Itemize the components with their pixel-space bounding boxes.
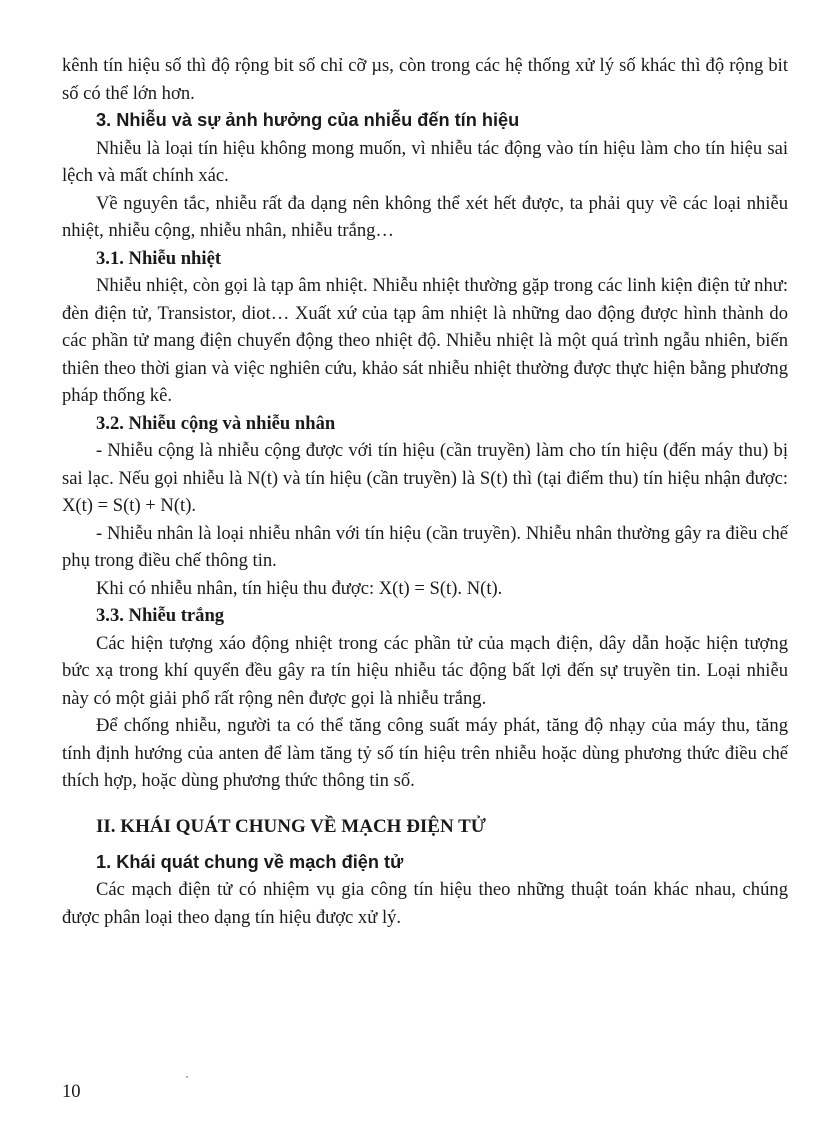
section-spacer bbox=[62, 841, 788, 849]
heading-section-ii: II. KHÁI QUÁT CHUNG VỀ MẠCH ĐIỆN TỬ bbox=[96, 815, 486, 837]
paragraph-white-noise: Các hiện tượng xáo động nhiệt trong các phần tử của mạch điện, dây dẫn hoặc hiện tượng bức xạ trong khí quyển đều gây ra tín hiệu nhiễu tác động bất lợi đến sự truyền tin. Loại nhiễu này có một giải phổ rất rộng nên được gọi là nhiễu trắng. bbox=[62, 632, 788, 709]
heading-additive-multiplicative-noise: 3.2. Nhiễu cộng và nhiễu nhân bbox=[96, 412, 336, 434]
paragraph-additive-noise: - Nhiễu cộng là nhiễu cộng được với tín hiệu (cần truyền) làm cho tín hiệu (đến máy thu) bị sai lạc. Nếu gọi nhiễu là N(t) và tín hiệu (cần truyền) là S(t) thì (tại điểm thu) tín hiệu nhận được: X(t) = S(t) + N(t). bbox=[62, 440, 788, 516]
paragraph-countermeasures: Để chống nhiễu, người ta có thể tăng công suất máy phát, tăng độ nhạy của máy thu, tăng tính định hướng của anten để làm tăng tỷ số tín hiệu trên nhiễu hoặc dùng phương thức điều chế thích hợp, hoặc dùng phương thức thông tin số. bbox=[62, 715, 788, 791]
page-number: 10 bbox=[62, 1081, 81, 1102]
heading-thermal-noise: 3.1. Nhiễu nhiệt bbox=[96, 247, 222, 269]
paragraph-intro-continuation: kênh tín hiệu số thì độ rộng bit số chỉ cỡ µs, còn trong các hệ thống xử lý số khác thì độ rộng bit số có thể lớn hơn. bbox=[62, 55, 788, 104]
paragraph-multiplicative-formula: Khi có nhiễu nhân, tín hiệu thu được: X(t) = S(t). N(t). bbox=[96, 577, 503, 599]
paragraph-multiplicative-noise: - Nhiễu nhân là loại nhiễu nhân với tín hiệu (cần truyền). Nhiễu nhân thường gây ra điều chế phụ trong điều chế thông tin. bbox=[62, 522, 788, 571]
section-spacer bbox=[62, 795, 788, 813]
paragraph-noise-definition: Nhiễu là loại tín hiệu không mong muốn, vì nhiễu tác động vào tín hiệu làm cho tín hiệu sai lệch và mất chính xác. bbox=[62, 137, 788, 186]
paragraph-noise-types: Về nguyên tắc, nhiễu rất đa dạng nên không thể xét hết được, ta phải quy về các loại nhiễu nhiệt, nhiễu cộng, nhiễu nhân, nhiễu trắng… bbox=[62, 192, 788, 241]
paragraph-electronic-circuits: Các mạch điện tử có nhiệm vụ gia công tín hiệu theo những thuật toán khác nhau, chúng được phân loại theo dạng tín hiệu được xử lý. bbox=[62, 879, 788, 928]
heading-noise-section: 3. Nhiễu và sự ảnh hưởng của nhiễu đến tín hiệu bbox=[96, 110, 520, 130]
heading-white-noise: 3.3. Nhiễu trắng bbox=[96, 605, 225, 626]
heading-electronic-circuits-overview: 1. Khái quát chung về mạch điện tử bbox=[96, 851, 404, 872]
scan-speck bbox=[186, 1076, 188, 1078]
document-page bbox=[62, 52, 788, 931]
paragraph-thermal-noise: Nhiễu nhiệt, còn gọi là tạp âm nhiệt. Nhiễu nhiệt thường gặp trong các linh kiện điện tử như: đèn điện tử, Transistor, diot… Xuất xứ của tạp âm nhiệt là những dao động được hình thành do các phần tử mang điện chuyển động theo nhiệt độ. Nhiễu nhiệt là một quá trình ngẫu nhiên, biến thiên theo thời gian và việc nghiên cứu, khảo sát nhiễu nhiệt thường được thực hiện bằng phương pháp thống kê. bbox=[62, 275, 788, 406]
